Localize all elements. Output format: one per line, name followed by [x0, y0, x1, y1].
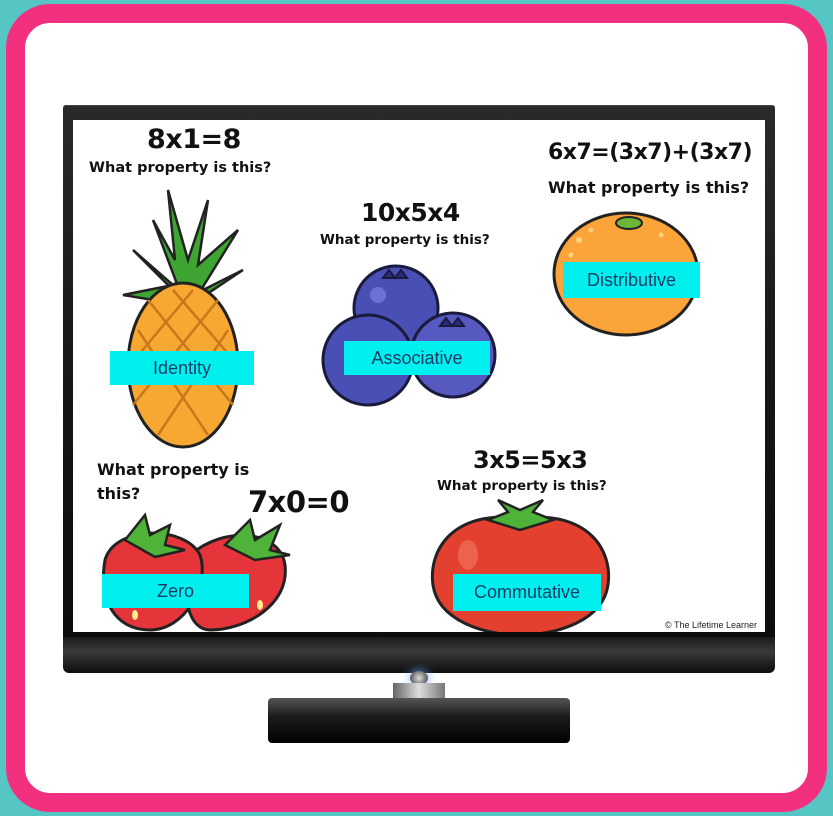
strawberries-icon	[95, 505, 305, 632]
strawberries-question-line2: this?	[97, 484, 141, 503]
blueberries-question: What property is this?	[320, 232, 490, 248]
pineapple-equation: 8x1=8	[147, 124, 241, 155]
answer-label-distributive: Distributive	[563, 262, 700, 298]
orange-equation: 6x7=(3x7)+(3x7)	[548, 140, 753, 165]
tomato-icon	[428, 500, 613, 632]
tv-monitor	[63, 105, 775, 710]
tomato-question: What property is this?	[437, 478, 607, 494]
credit-text: © The Lifetime Learner	[664, 620, 757, 630]
blueberries-icon	[318, 260, 498, 410]
answer-label-identity: Identity	[110, 351, 254, 385]
tv-bezel-bottom	[63, 637, 775, 673]
answer-label-zero: Zero	[102, 574, 249, 608]
pineapple-question: What property is this?	[89, 160, 272, 176]
pineapple-icon	[113, 190, 253, 450]
tv-stand-base	[268, 698, 570, 743]
tomato-equation: 3x5=5x3	[473, 446, 588, 474]
orange-question: What property is this?	[548, 178, 750, 197]
blueberries-equation: 10x5x4	[361, 198, 460, 227]
answer-label-associative: Associative	[344, 341, 490, 375]
tv-screen	[73, 120, 765, 632]
strawberries-equation: 7x0=0	[248, 485, 350, 519]
strawberries-question-line1: What property is	[97, 460, 250, 479]
answer-label-commutative: Commutative	[453, 574, 601, 611]
